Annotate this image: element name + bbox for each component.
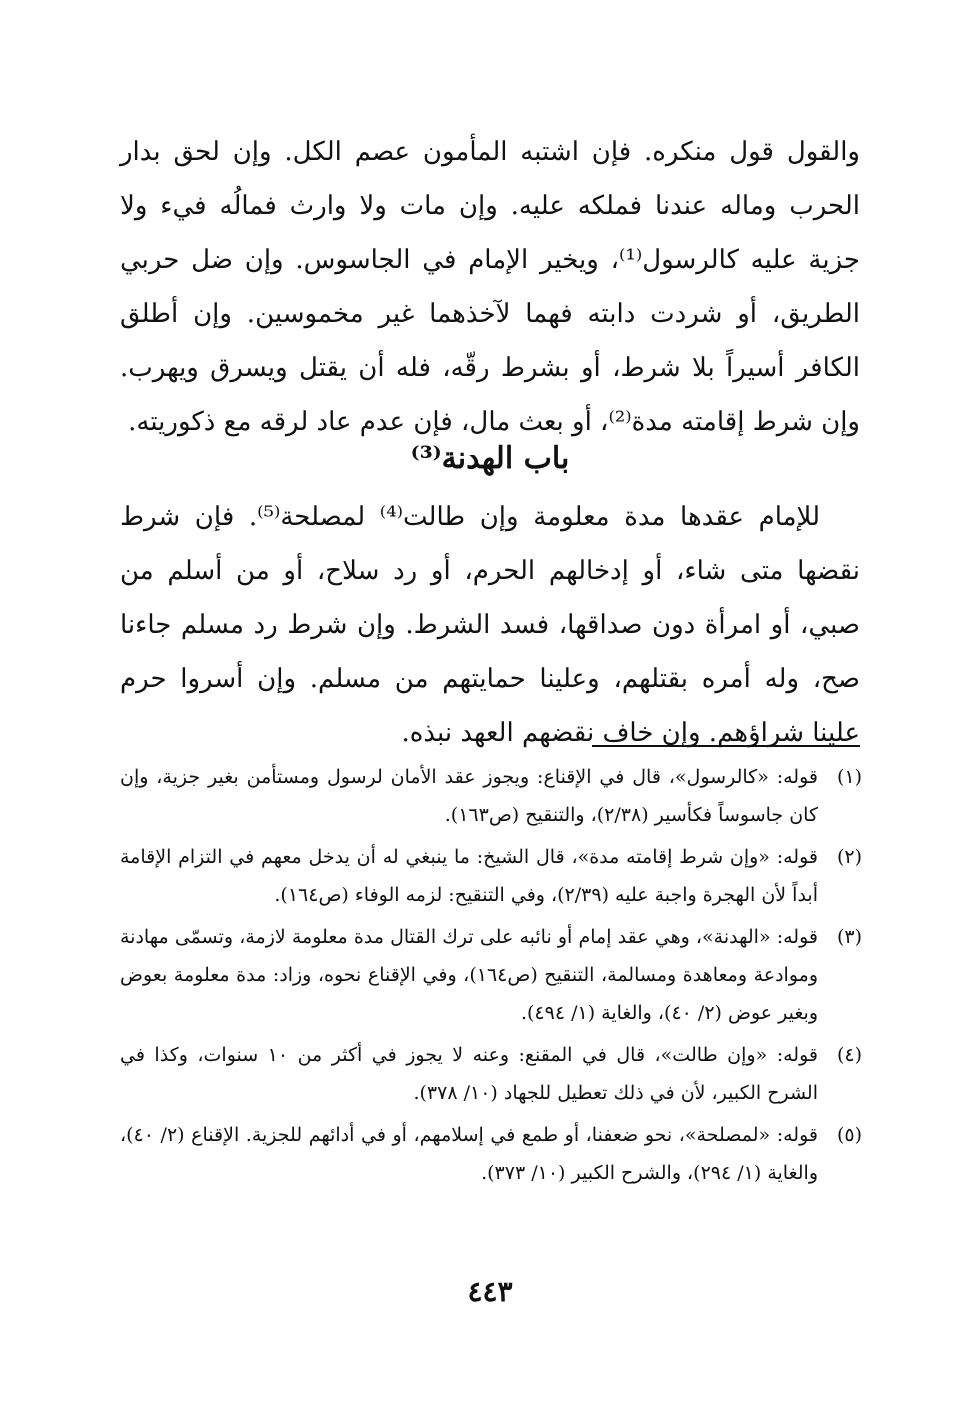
footnote-separator bbox=[592, 745, 860, 747]
main-text-block bbox=[120, 125, 860, 449]
page-number: ٤٤٣ bbox=[467, 1275, 513, 1308]
body-paragraph: للإمام عقدها مدة معلومة وإن طالت⁽⁴⁾ لمصلحة⁽⁵⁾. فإن شرط نقضها متى شاء، أو إدخالهم الحرم، أو رد سلاح، أو من أسلم من صبي، أو امرأة دون صداقها، فسد الشرط. وإن شرط رد مسلم جاءنا صح، وله أمره بقتلهم، وعلينا حمايتهم من مسلم. وإن أسروا حرم علينا شراؤهم. وإن خاف نقضهم العهد نبذه. bbox=[120, 502, 860, 748]
footnote-text: قوله: «وإن شرط إقامته مدة»، قال الشيخ: ما ينبغي له أن يدخل معهم في التزام الإقامة أبداً لأن الهجرة واجبة عليه (٢/٣٩)، وفي التنقيح: لزمه الوفاء (ص١٦٤). bbox=[120, 846, 818, 906]
footnote-item bbox=[120, 1116, 862, 1192]
section-heading: باب الهدنة⁽³⁾ bbox=[410, 441, 570, 476]
footnote-item bbox=[120, 918, 862, 1032]
footnote-item bbox=[120, 758, 862, 834]
footnote-item bbox=[120, 838, 862, 914]
footnote-number: (٥) bbox=[836, 1124, 862, 1146]
footnote-text: قوله: «وإن طالت»، قال في المقنع: وعنه لا يجوز في أكثر من ١٠ سنوات، وكذا في الشرح الكبير، لأن في ذلك تعطيل للجهاد (١٠/ ٣٧٨). bbox=[120, 1044, 818, 1104]
footnotes-section bbox=[120, 758, 862, 1196]
footnote-number: (٣) bbox=[836, 926, 862, 948]
footnote-text: قوله: «كالرسول»، قال في الإقناع: ويجوز عقد الأمان لرسول ومستأمن بغير جزية، وإن كان جاسوساً فكأسير (٢/٣٨)، والتنقيح (ص١٦٣). bbox=[120, 766, 818, 826]
body-paragraph: والقول قول منكره. فإن اشتبه المأمون عصم الكل. وإن لحق بدار الحرب وماله عندنا فملكه عليه. وإن مات ولا وارث فمالُه فيء ولا جزية عليه كالرسول⁽¹⁾، ويخير الإمام في الجاسوس. وإن ضل حربي الطريق، أو شردت دابته فهما لآخذهما غير مخموسين. وإن أطلق الكافر أسيراً بلا شرط، أو بشرط رقّه، فله أن يقتل ويسرق ويهرب. وإن شرط إقامته مدة⁽²⁾، أو بعث مال، فإن عدم عاد لرقه مع ذكوريته. bbox=[120, 137, 860, 437]
footnote-number: (٤) bbox=[836, 1044, 862, 1066]
footnote-item bbox=[120, 1036, 862, 1112]
footnote-text: قوله: «الهدنة»، وهي عقد إمام أو نائبه على ترك القتال مدة معلومة لازمة، وتسمّى مهادنة وموادعة ومعاهدة ومسالمة، التنقيح (ص١٦٤)، وفي الإقناع نحوه، وزاد: مدة معلومة بعوض وبغير عوض (٢/ ٤٠)، والغاية (١/ ٤٩٤). bbox=[120, 926, 818, 1024]
footnote-text: قوله: «لمصلحة»، نحو ضعفنا، أو طمع في إسلامهم، أو في أدائهم للجزية. الإقناع (٢/ ٤٠)، والغاية (١/ ٢٩٤)، والشرح الكبير (١٠/ ٣٧٣). bbox=[120, 1124, 818, 1184]
footnote-number: (٢) bbox=[836, 846, 862, 868]
footnote-number: (١) bbox=[836, 766, 862, 788]
